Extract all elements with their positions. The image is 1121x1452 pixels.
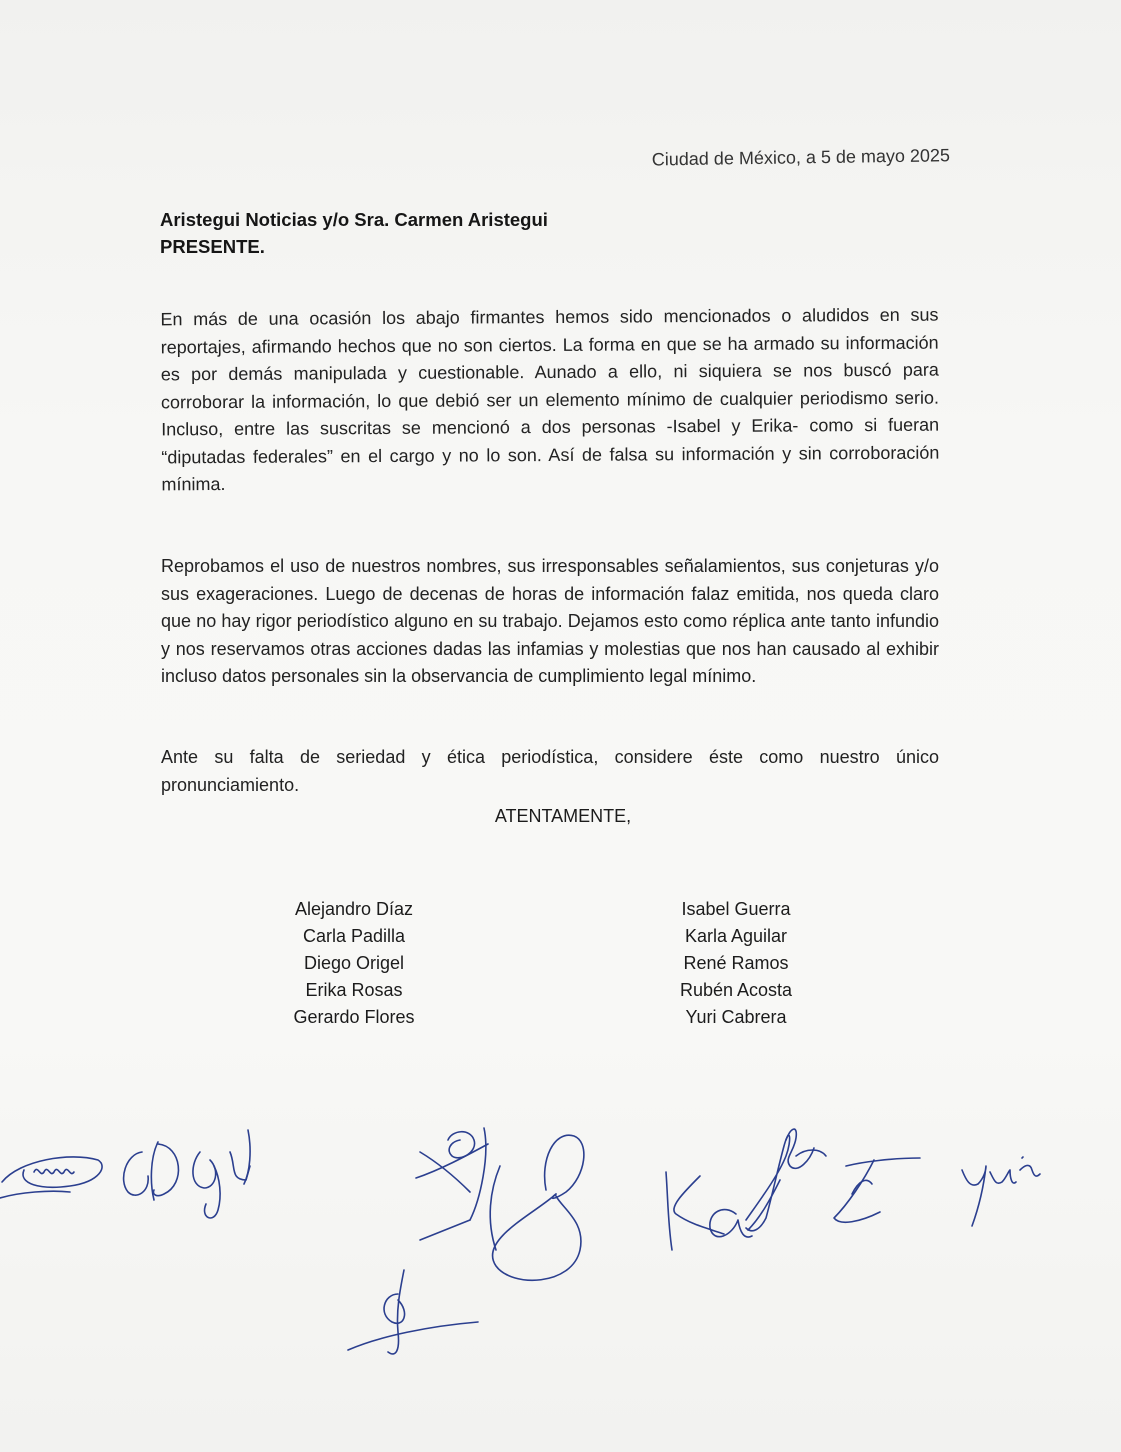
signatory-name: Erika Rosas — [305, 980, 403, 1000]
handwritten-signatures — [0, 1100, 1121, 1400]
paragraph-1: En más de una ocasión los abajo firmantes hemos sido mencionados o aludidos en sus reportajes, afirmando hechos que no son ciertos. La forma en que se ha armado su información es por demás manipulada y cuestionable. Aunado a ello, ni siquiera se nos buscó para corroborar la información, lo que debió ser un elemento mínimo de cualquier periodismo serio. Incluso, entre las suscritas se mencionó a dos personas -Isabel y Erika- como si fueran “diputadas federales” en el cargo y no lo son. Así de falsa su información y sin corroboración mínima. — [160, 304, 940, 495]
closing-salutation: ATENTAMENTE, — [494, 806, 632, 826]
signatory-name: Diego Origel — [303, 953, 405, 973]
signature-mark-4 — [490, 1135, 584, 1280]
signature-mark-2 — [124, 1130, 250, 1218]
signatories-right-column — [616, 896, 856, 1031]
signatory-name: Yuri Cabrera — [685, 1007, 787, 1027]
signature-mark-1 — [0, 1157, 102, 1198]
signature-mark-3 — [416, 1128, 488, 1240]
signatory-name: Alejandro Díaz — [294, 899, 414, 919]
signatory-name: Carla Padilla — [302, 926, 406, 946]
signature-mark-7 — [746, 1129, 826, 1231]
signatory-name: Rubén Acosta — [679, 980, 793, 1000]
signature-mark-5 — [348, 1270, 478, 1354]
signature-mark-9 — [962, 1157, 1040, 1226]
signatory-name: Karla Aguilar — [684, 926, 788, 946]
signatory-name: Isabel Guerra — [681, 899, 791, 919]
signature-mark-8 — [834, 1158, 920, 1222]
recipient-presente: PRESENTE. — [160, 236, 265, 257]
date-line: Ciudad de México, a 5 de mayo 2025 — [651, 145, 951, 170]
recipient-block — [160, 206, 548, 260]
signatory-name: René Ramos — [683, 953, 789, 973]
signatory-name: Gerardo Flores — [293, 1007, 415, 1027]
recipient-name: Aristegui Noticias y/o Sra. Carmen Aristegui — [160, 209, 548, 230]
paragraph-2: Reprobamos el uso de nuestros nombres, sus irresponsables señalamientos, sus conjeturas y/o sus exageraciones. Luego de decenas de horas de información falaz emitida, nos queda claro que no hay rigor periodístico alguno en su trabajo. Dejamos esto como réplica ante tanto infundio y nos reservamos otras acciones dadas las infamias y molestias que nos han causado al exhibir incluso datos personales sin la observancia de cumplimiento legal mínimo. — [161, 556, 939, 686]
paragraph-3: Ante su falta de seriedad y ética periodística, considere éste como nuestro único pronunciamiento. — [161, 747, 939, 795]
signature-mark-6 — [666, 1172, 752, 1250]
signatories-left-column — [234, 896, 474, 1031]
